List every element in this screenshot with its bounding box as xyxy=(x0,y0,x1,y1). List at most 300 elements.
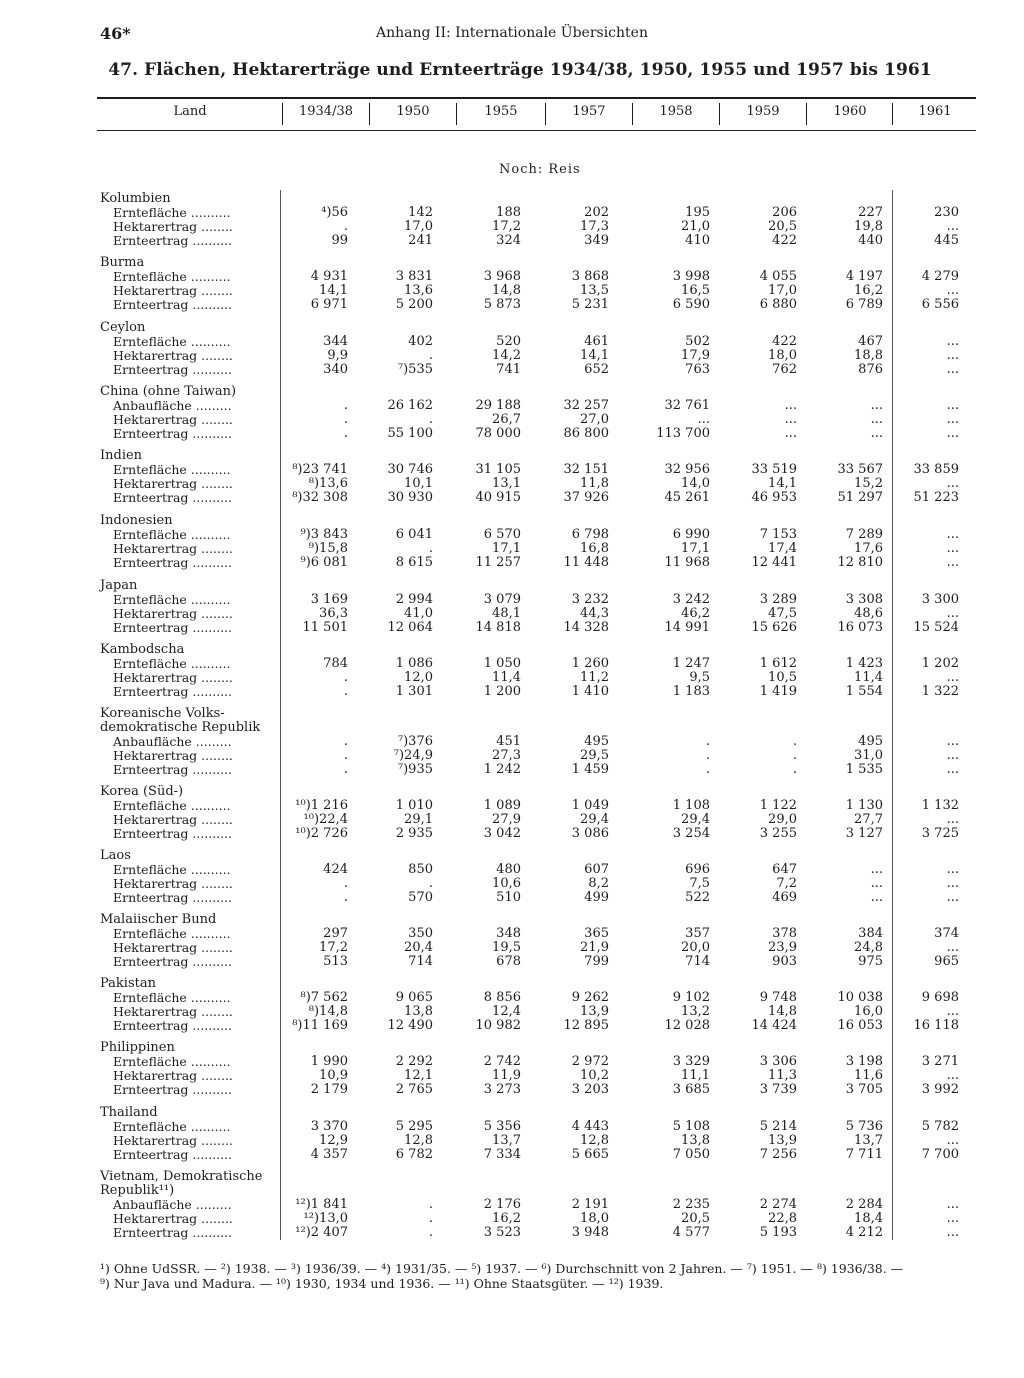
cell-value: ... xyxy=(946,812,959,827)
cell-value: 378 xyxy=(772,926,797,941)
cell-value: 3 306 xyxy=(759,1054,797,1069)
cell-value: 47,5 xyxy=(768,606,797,621)
cell-value: 11,6 xyxy=(854,1068,883,1083)
cell-value: 903 xyxy=(772,954,797,969)
country-name: Vietnam, Demokratische xyxy=(100,1169,263,1184)
cell-value: 16,2 xyxy=(492,1211,521,1226)
cell-value: 422 xyxy=(772,233,797,248)
cell-value: 3 868 xyxy=(571,269,609,284)
cell-value: 17,4 xyxy=(768,541,797,556)
cell-value: 27,3 xyxy=(492,748,521,763)
row-label: Erntefläche .......... xyxy=(113,334,231,349)
country-name: Indonesien xyxy=(100,513,173,528)
cell-value: ... xyxy=(784,412,797,427)
cell-value: 37 926 xyxy=(563,490,609,505)
cell-value: 1 459 xyxy=(571,762,609,777)
cell-value: 12,0 xyxy=(404,670,433,685)
cell-value: 3 685 xyxy=(672,1082,710,1097)
cell-value: 2 274 xyxy=(759,1197,797,1212)
cell-value: 51 223 xyxy=(913,490,959,505)
cell-value: 1 202 xyxy=(921,656,959,671)
cell-value: 17,1 xyxy=(681,541,710,556)
cell-value: 2 176 xyxy=(483,1197,521,1212)
cell-value: 17,3 xyxy=(580,219,609,234)
row-label: Erntefläche .......... xyxy=(113,990,231,1005)
cell-value: . xyxy=(705,762,710,777)
header-year: 1957 xyxy=(572,104,606,119)
cell-value: 6 880 xyxy=(759,297,797,312)
cell-value: 32 257 xyxy=(563,398,609,413)
cell-value: ⁹)15,8 xyxy=(308,541,348,556)
cell-value: 230 xyxy=(934,205,959,220)
cell-value: 17,2 xyxy=(319,940,348,955)
section-label: Noch: Reis xyxy=(499,162,581,177)
footnote-line: ¹) Ohne UdSSR. — ²) 1938. — ³) 1936/39. — ⁴) 1931/35. — ⁵) 1937. — ⁶) Durchschnitt von 2 Jahren. — ⁷) 1951. — ⁸) 1936/38. — xyxy=(100,1261,904,1276)
cell-value: 4 931 xyxy=(310,269,348,284)
cell-value: 9 102 xyxy=(672,990,710,1005)
cell-value: 1 990 xyxy=(310,1054,348,1069)
cell-value: 202 xyxy=(584,205,609,220)
cell-value: 2 994 xyxy=(395,592,433,607)
cell-value: 3 289 xyxy=(759,592,797,607)
cell-value: 7 711 xyxy=(845,1147,883,1162)
cell-value: 1 535 xyxy=(845,762,883,777)
cell-value: 1 010 xyxy=(395,798,433,813)
cell-value: 17,9 xyxy=(681,348,710,363)
cell-value: 5 231 xyxy=(571,297,609,312)
cell-value: 4 212 xyxy=(845,1225,883,1240)
cell-value: 4 357 xyxy=(310,1147,348,1162)
cell-value: 1 247 xyxy=(672,656,710,671)
cell-value: 11,8 xyxy=(580,476,609,491)
row-label: Ernteertrag .......... xyxy=(113,826,233,841)
cell-value: 440 xyxy=(858,233,883,248)
cell-value: 13,8 xyxy=(681,1133,710,1148)
cell-value: ⁸)13,6 xyxy=(308,476,348,491)
cell-value: 30 746 xyxy=(387,462,433,477)
cell-value: 99 xyxy=(331,233,348,248)
cell-value: 20,5 xyxy=(768,219,797,234)
cell-value: 17,1 xyxy=(492,541,521,556)
row-label: Ernteertrag .......... xyxy=(113,233,233,248)
cell-value: 344 xyxy=(323,334,348,349)
cell-value: 6 782 xyxy=(395,1147,433,1162)
cell-value: 11,4 xyxy=(492,670,521,685)
cell-value: ¹²)13,0 xyxy=(303,1211,348,1226)
cell-value: 18,4 xyxy=(854,1211,883,1226)
cell-value: 41,0 xyxy=(404,606,433,621)
cell-value: 10,9 xyxy=(319,1068,348,1083)
cell-value: ... xyxy=(870,876,883,891)
cell-value: ... xyxy=(784,398,797,413)
cell-value: ... xyxy=(870,412,883,427)
header-land: Land xyxy=(173,104,207,119)
country-name: Burma xyxy=(100,255,145,270)
cell-value: 33 519 xyxy=(751,462,797,477)
cell-value: 15,2 xyxy=(854,476,883,491)
cell-value: 714 xyxy=(685,954,710,969)
cell-value: ... xyxy=(946,734,959,749)
cell-value: 451 xyxy=(496,734,521,749)
cell-value: 14 818 xyxy=(475,620,521,635)
cell-value: 13,6 xyxy=(404,283,433,298)
cell-value: 714 xyxy=(408,954,433,969)
cell-value: 5 665 xyxy=(571,1147,609,1162)
cell-value: 6 041 xyxy=(395,527,433,542)
cell-value: 5 108 xyxy=(672,1119,710,1134)
cell-value: ... xyxy=(870,890,883,905)
cell-value: ... xyxy=(870,398,883,413)
row-label: Hektarertrag ........ xyxy=(113,748,233,763)
cell-value: 1 301 xyxy=(395,684,433,699)
row-label: Ernteertrag .......... xyxy=(113,1147,233,1162)
cell-value: . xyxy=(343,670,348,685)
row-label: Erntefläche .......... xyxy=(113,269,231,284)
cell-value: ⁸)11 169 xyxy=(292,1018,348,1033)
header-separator xyxy=(545,103,546,125)
cell-value: 348 xyxy=(496,926,521,941)
cell-value: 7 700 xyxy=(921,1147,959,1162)
cell-value: . xyxy=(343,762,348,777)
cell-value: 11 968 xyxy=(664,555,710,570)
cell-value: 206 xyxy=(772,205,797,220)
row-label: Anbaufläche ......... xyxy=(113,1197,232,1212)
cell-value: 5 214 xyxy=(759,1119,797,1134)
cell-value: 24,8 xyxy=(854,940,883,955)
cell-value: 1 132 xyxy=(921,798,959,813)
cell-value: 12 810 xyxy=(837,555,883,570)
cell-value: 349 xyxy=(584,233,609,248)
column-rule xyxy=(280,190,281,1240)
row-label: Ernteertrag .......... xyxy=(113,890,233,905)
header-separator xyxy=(456,103,457,125)
cell-value: 5 873 xyxy=(483,297,521,312)
cell-value: 9,5 xyxy=(689,670,710,685)
cell-value: 4 279 xyxy=(921,269,959,284)
cell-value: 78 000 xyxy=(475,426,521,441)
cell-value: 3 254 xyxy=(672,826,710,841)
cell-value: 13,9 xyxy=(768,1133,797,1148)
cell-value: 3 086 xyxy=(571,826,609,841)
cell-value: 3 169 xyxy=(310,592,348,607)
cell-value: 195 xyxy=(685,205,710,220)
cell-value: 14,2 xyxy=(492,348,521,363)
cell-value: 13,2 xyxy=(681,1004,710,1019)
cell-value: 11,2 xyxy=(580,670,609,685)
row-label: Erntefläche .......... xyxy=(113,656,231,671)
cell-value: ... xyxy=(946,1225,959,1240)
cell-value: 3 948 xyxy=(571,1225,609,1240)
cell-value: 29,1 xyxy=(404,812,433,827)
cell-value: 1 410 xyxy=(571,684,609,699)
cell-value: 297 xyxy=(323,926,348,941)
cell-value: 3 523 xyxy=(483,1225,521,1240)
cell-value: . xyxy=(343,734,348,749)
cell-value: ⁸)14,8 xyxy=(308,1004,348,1019)
cell-value: ... xyxy=(946,334,959,349)
cell-value: 410 xyxy=(685,233,710,248)
country-name: demokratische Republik xyxy=(100,720,261,735)
cell-value: 850 xyxy=(408,862,433,877)
row-label: Ernteertrag .......... xyxy=(113,490,233,505)
cell-value: 10,2 xyxy=(580,1068,609,1083)
row-label: Ernteertrag .......... xyxy=(113,684,233,699)
row-label: Ernteertrag .......... xyxy=(113,620,233,635)
cell-value: 2 235 xyxy=(672,1197,710,1212)
cell-value: 762 xyxy=(772,362,797,377)
cell-value: 365 xyxy=(584,926,609,941)
cell-value: ... xyxy=(946,748,959,763)
cell-value: ⁴)56 xyxy=(321,205,348,220)
cell-value: ... xyxy=(946,426,959,441)
header-year: 1961 xyxy=(918,104,952,119)
cell-value: 402 xyxy=(408,334,433,349)
country-name: Kambodscha xyxy=(100,642,185,657)
cell-value: 55 100 xyxy=(387,426,433,441)
cell-value: 10 982 xyxy=(475,1018,521,1033)
cell-value: ... xyxy=(946,762,959,777)
cell-value: 647 xyxy=(772,862,797,877)
row-label: Hektarertrag ........ xyxy=(113,541,233,556)
row-label: Hektarertrag ........ xyxy=(113,412,233,427)
cell-value: 12 490 xyxy=(387,1018,433,1033)
cell-value: 32 956 xyxy=(664,462,710,477)
cell-value: 5 193 xyxy=(759,1225,797,1240)
header-separator xyxy=(806,103,807,125)
cell-value: 19,5 xyxy=(492,940,521,955)
cell-value: 14 424 xyxy=(751,1018,797,1033)
cell-value: 16,2 xyxy=(854,283,883,298)
cell-value: ... xyxy=(946,1068,959,1083)
row-label: Hektarertrag ........ xyxy=(113,1211,233,1226)
row-label: Hektarertrag ........ xyxy=(113,348,233,363)
cell-value: 9 065 xyxy=(395,990,433,1005)
cell-value: 13,9 xyxy=(580,1004,609,1019)
cell-value: 3 831 xyxy=(395,269,433,284)
row-label: Erntefläche .......... xyxy=(113,1119,231,1134)
country-name: Japan xyxy=(100,578,138,593)
header-rule-bottom xyxy=(97,130,976,131)
row-label: Erntefläche .......... xyxy=(113,926,231,941)
cell-value: 799 xyxy=(584,954,609,969)
cell-value: . xyxy=(343,684,348,699)
cell-value: 51 297 xyxy=(837,490,883,505)
cell-value: ... xyxy=(946,398,959,413)
cell-value: 3 705 xyxy=(845,1082,883,1097)
row-label: Hektarertrag ........ xyxy=(113,1133,233,1148)
cell-value: 1 183 xyxy=(672,684,710,699)
cell-value: 495 xyxy=(584,734,609,749)
cell-value: 520 xyxy=(496,334,521,349)
row-label: Hektarertrag ........ xyxy=(113,940,233,955)
cell-value: 26 162 xyxy=(387,398,433,413)
cell-value: 13,8 xyxy=(404,1004,433,1019)
cell-value: 14,0 xyxy=(681,476,710,491)
cell-value: 142 xyxy=(408,205,433,220)
cell-value: 9 748 xyxy=(759,990,797,1005)
row-label: Erntefläche .......... xyxy=(113,592,231,607)
cell-value: 12,8 xyxy=(404,1133,433,1148)
cell-value: ... xyxy=(946,412,959,427)
cell-value: 29,5 xyxy=(580,748,609,763)
cell-value: 6 798 xyxy=(571,527,609,542)
cell-value: 1 050 xyxy=(483,656,521,671)
table-title: 47. Flächen, Hektarerträge und Ernteerträge 1934/38, 1950, 1955 und 1957 bis 1961 xyxy=(108,60,932,80)
header-separator xyxy=(282,103,283,125)
cell-value: 9 698 xyxy=(921,990,959,1005)
cell-value: 40 915 xyxy=(475,490,521,505)
row-label: Anbaufläche ......... xyxy=(113,398,232,413)
cell-value: 1 130 xyxy=(845,798,883,813)
cell-value: . xyxy=(343,219,348,234)
cell-value: 15 524 xyxy=(913,620,959,635)
cell-value: ... xyxy=(946,862,959,877)
running-head: Anhang II: Internationale Übersichten xyxy=(376,25,648,41)
header-year: 1934/38 xyxy=(298,104,353,119)
cell-value: 3 725 xyxy=(921,826,959,841)
cell-value: 3 127 xyxy=(845,826,883,841)
cell-value: 513 xyxy=(323,954,348,969)
cell-value: 14,1 xyxy=(768,476,797,491)
cell-value: . xyxy=(428,1225,433,1240)
cell-value: 3 255 xyxy=(759,826,797,841)
cell-value: 18,8 xyxy=(854,348,883,363)
cell-value: 445 xyxy=(934,233,959,248)
cell-value: 1 423 xyxy=(845,656,883,671)
cell-value: 3 308 xyxy=(845,592,883,607)
cell-value: 29,4 xyxy=(580,812,609,827)
cell-value: 12,9 xyxy=(319,1133,348,1148)
cell-value: 510 xyxy=(496,890,521,905)
row-label: Erntefläche .......... xyxy=(113,205,231,220)
cell-value: 7 050 xyxy=(672,1147,710,1162)
header-year: 1950 xyxy=(396,104,430,119)
country-name: Laos xyxy=(100,848,131,863)
header-separator xyxy=(892,103,893,125)
cell-value: 16 053 xyxy=(837,1018,883,1033)
cell-value: 12 064 xyxy=(387,620,433,635)
cell-value: 7 334 xyxy=(483,1147,521,1162)
cell-value: 4 443 xyxy=(571,1119,609,1134)
cell-value: 6 570 xyxy=(483,527,521,542)
country-name: Koreanische Volks- xyxy=(100,706,225,721)
row-label: Erntefläche .......... xyxy=(113,462,231,477)
cell-value: 32 761 xyxy=(664,398,710,413)
cell-value: 26,7 xyxy=(492,412,521,427)
header-year: 1955 xyxy=(484,104,518,119)
cell-value: 27,7 xyxy=(854,812,883,827)
cell-value: 31 105 xyxy=(475,462,521,477)
cell-value: 1 322 xyxy=(921,684,959,699)
cell-value: 13,7 xyxy=(492,1133,521,1148)
cell-value: 8,2 xyxy=(588,876,609,891)
cell-value: ... xyxy=(946,876,959,891)
country-name: Malaiischer Bund xyxy=(100,912,217,927)
cell-value: 1 122 xyxy=(759,798,797,813)
country-name: Korea (Süd-) xyxy=(100,784,184,799)
row-label: Erntefläche .......... xyxy=(113,527,231,542)
cell-value: 17,2 xyxy=(492,219,521,234)
cell-value: 18,0 xyxy=(580,1211,609,1226)
cell-value: 6 590 xyxy=(672,297,710,312)
cell-value: 1 554 xyxy=(845,684,883,699)
page-number: 46* xyxy=(100,24,131,43)
cell-value: 10,1 xyxy=(404,476,433,491)
cell-value: 45 261 xyxy=(664,490,710,505)
cell-value: 3 042 xyxy=(483,826,521,841)
cell-value: 241 xyxy=(408,233,433,248)
cell-value: 1 260 xyxy=(571,656,609,671)
cell-value: 5 200 xyxy=(395,297,433,312)
cell-value: 29,4 xyxy=(681,812,710,827)
cell-value: 13,1 xyxy=(492,476,521,491)
cell-value: 30 930 xyxy=(387,490,433,505)
cell-value: 3 998 xyxy=(672,269,710,284)
cell-value: 7,2 xyxy=(776,876,797,891)
country-name: Republik¹¹) xyxy=(100,1183,175,1198)
cell-value: 8 615 xyxy=(395,555,433,570)
cell-value: 5 295 xyxy=(395,1119,433,1134)
cell-value: 27,0 xyxy=(580,412,609,427)
cell-value: 17,6 xyxy=(854,541,883,556)
cell-value: ¹²)1 841 xyxy=(295,1197,348,1212)
cell-value: ¹⁰)2 726 xyxy=(295,826,348,841)
cell-value: 502 xyxy=(685,334,710,349)
cell-value: 763 xyxy=(685,362,710,377)
cell-value: 2 284 xyxy=(845,1197,883,1212)
cell-value: 6 556 xyxy=(921,297,959,312)
country-name: China (ohne Taiwan) xyxy=(100,384,237,399)
cell-value: 14,8 xyxy=(768,1004,797,1019)
cell-value: 11 257 xyxy=(475,555,521,570)
cell-value: 1 612 xyxy=(759,656,797,671)
cell-value: 1 089 xyxy=(483,798,521,813)
cell-value: 12,4 xyxy=(492,1004,521,1019)
row-label: Erntefläche .......... xyxy=(113,862,231,877)
country-name: Pakistan xyxy=(100,976,156,991)
cell-value: 3 273 xyxy=(483,1082,521,1097)
cell-value: 7 153 xyxy=(759,527,797,542)
cell-value: 1 200 xyxy=(483,684,521,699)
header-rule-top xyxy=(97,97,976,99)
cell-value: 15 626 xyxy=(751,620,797,635)
cell-value: ... xyxy=(946,606,959,621)
country-name: Thailand xyxy=(100,1105,158,1120)
cell-value: 3 242 xyxy=(672,592,710,607)
cell-value: . xyxy=(428,541,433,556)
cell-value: 2 765 xyxy=(395,1082,433,1097)
cell-value: . xyxy=(428,1197,433,1212)
row-label: Ernteertrag .......... xyxy=(113,362,233,377)
cell-value: ... xyxy=(946,476,959,491)
row-label: Erntefläche .......... xyxy=(113,1054,231,1069)
cell-value: 424 xyxy=(323,862,348,877)
row-label: Hektarertrag ........ xyxy=(113,670,233,685)
cell-value: 6 990 xyxy=(672,527,710,542)
cell-value: ¹⁰)1 216 xyxy=(295,798,348,813)
cell-value: 374 xyxy=(934,926,959,941)
cell-value: 20,5 xyxy=(681,1211,710,1226)
cell-value: 965 xyxy=(934,954,959,969)
cell-value: . xyxy=(343,426,348,441)
cell-value: 18,0 xyxy=(768,348,797,363)
row-label: Hektarertrag ........ xyxy=(113,1068,233,1083)
cell-value: 20,4 xyxy=(404,940,433,955)
cell-value: 422 xyxy=(772,334,797,349)
cell-value: 14 991 xyxy=(664,620,710,635)
cell-value: ... xyxy=(870,862,883,877)
cell-value: ... xyxy=(946,670,959,685)
